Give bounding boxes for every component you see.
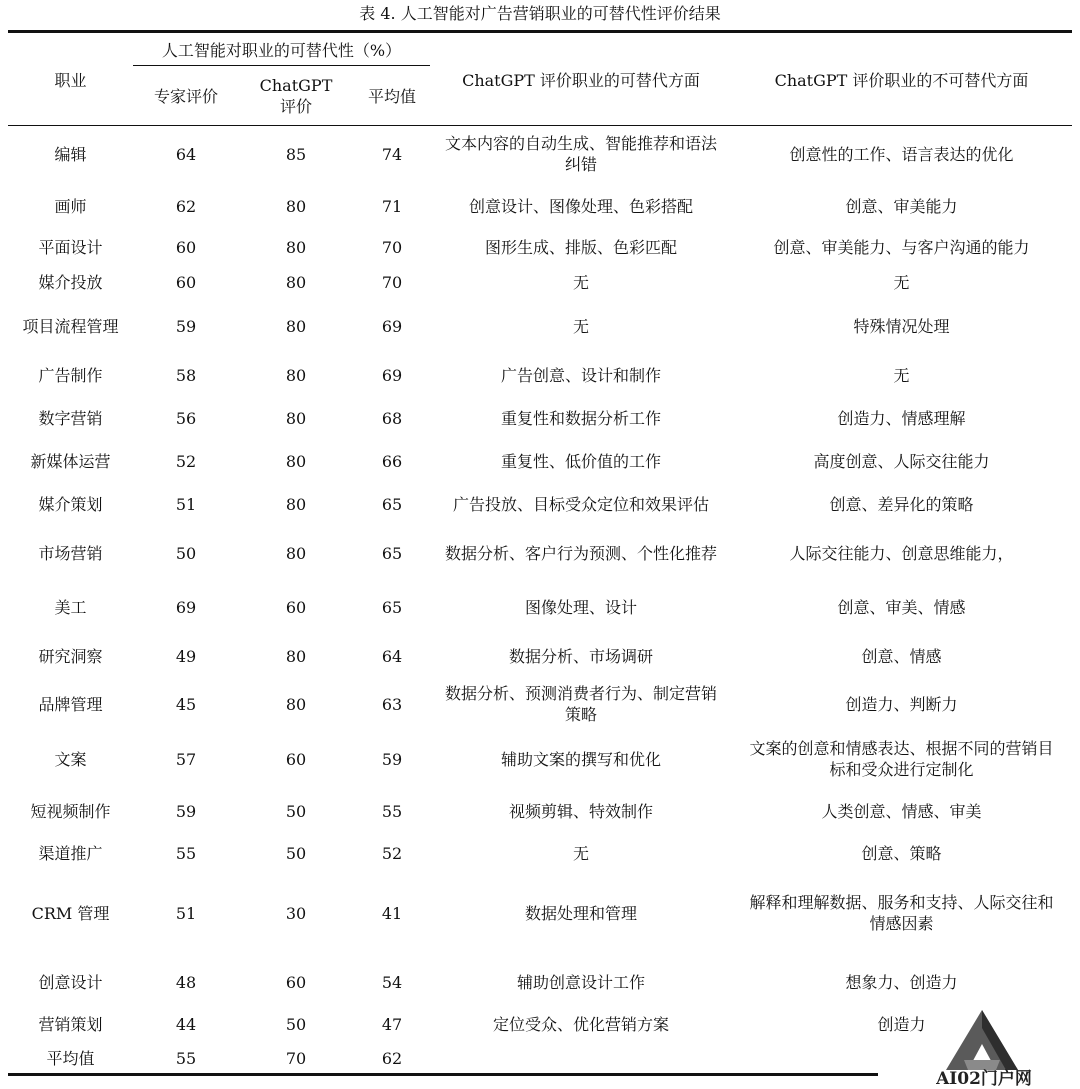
cell-chatgpt: 80 <box>285 451 307 471</box>
cell-average: 65 <box>381 597 403 617</box>
cell-occupation: 美工 <box>54 597 87 617</box>
cell-occupation: 平面设计 <box>38 237 103 257</box>
cell-occupation: 广告制作 <box>38 365 103 385</box>
cell-expert: 51 <box>175 903 197 923</box>
cell-irreplaceable: 创意、策略 <box>861 843 942 863</box>
cell-average: 59 <box>381 749 403 769</box>
cell-expert: 60 <box>175 237 197 257</box>
cell-irreplaceable: 创意、审美能力 <box>845 196 958 216</box>
cell-replaceable <box>431 1044 731 1072</box>
header-irreplaceable: ChatGPT 评价职业的不可替代方面 <box>774 70 1029 90</box>
header-rule <box>8 125 1072 126</box>
cell-irreplaceable: 无 <box>893 365 910 385</box>
table-row <box>8 634 1072 678</box>
cell-irreplaceable: 创意、审美、情感 <box>837 597 966 617</box>
cell-average: 55 <box>381 801 403 821</box>
cell-expert: 52 <box>175 451 197 471</box>
watermark-text: AI02门户网 <box>936 1069 1032 1089</box>
cell-chatgpt: 30 <box>285 903 307 923</box>
cell-occupation: 新媒体运营 <box>30 451 111 471</box>
table-row <box>8 484 1072 524</box>
cell-occupation: 研究洞察 <box>38 646 103 666</box>
cell-average: 64 <box>381 646 403 666</box>
cell-replaceable: 重复性、低价值的工作 <box>500 451 661 471</box>
table-row <box>8 680 1072 728</box>
cell-occupation: 平均值 <box>46 1048 95 1068</box>
cell-average: 52 <box>381 843 403 863</box>
header-group: 人工智能对职业的可替代性（%） <box>161 40 402 60</box>
cell-replaceable: 辅助文案的撰写和优化 <box>500 749 661 769</box>
cell-chatgpt: 80 <box>285 365 307 385</box>
cell-expert: 57 <box>175 749 197 769</box>
table-row <box>8 266 1072 298</box>
cell-occupation: CRM 管理 <box>31 903 110 923</box>
cell-average: 69 <box>381 365 403 385</box>
cell-replaceable: 无 <box>572 316 589 336</box>
table-row <box>8 302 1072 350</box>
cell-average: 70 <box>381 272 403 292</box>
table-row <box>8 442 1072 480</box>
header-occupation: 职业 <box>54 70 87 90</box>
cell-irreplaceable: 人类创意、情感、审美 <box>821 801 982 821</box>
table-row <box>8 736 1072 782</box>
cell-chatgpt: 80 <box>285 494 307 514</box>
cell-occupation: 市场营销 <box>38 543 103 563</box>
cell-expert: 69 <box>175 597 197 617</box>
cell-chatgpt: 80 <box>285 408 307 428</box>
table-row <box>8 398 1072 438</box>
cell-expert: 64 <box>175 144 197 164</box>
table-row <box>8 962 1072 1002</box>
cell-occupation: 品牌管理 <box>38 694 103 714</box>
cell-average: 74 <box>381 144 403 164</box>
table-row <box>8 584 1072 630</box>
cell-replaceable: 广告投放、目标受众定位和效果评估 <box>452 494 709 514</box>
table-row <box>8 834 1072 872</box>
cell-expert: 44 <box>175 1014 197 1034</box>
table-row <box>8 528 1072 578</box>
cell-occupation: 媒介投放 <box>38 272 103 292</box>
cell-expert: 45 <box>175 694 197 714</box>
cell-irreplaceable: 创意性的工作、语言表达的优化 <box>789 144 1014 164</box>
cell-irreplaceable: 文案的创意和情感表达、根据不同的营销目标和受众进行定制化 <box>749 739 1054 779</box>
cell-expert: 60 <box>175 272 197 292</box>
cell-expert: 55 <box>175 843 197 863</box>
cell-replaceable: 视频剪辑、特效制作 <box>508 801 653 821</box>
cell-occupation: 媒介策划 <box>38 494 103 514</box>
cell-average: 54 <box>381 972 403 992</box>
cell-occupation: 短视频制作 <box>30 801 111 821</box>
cell-chatgpt: 70 <box>285 1048 307 1068</box>
cell-average: 69 <box>381 316 403 336</box>
table-row <box>8 880 1072 946</box>
cell-expert: 49 <box>175 646 197 666</box>
cell-replaceable: 创意设计、图像处理、色彩搭配 <box>468 196 693 216</box>
cell-chatgpt: 50 <box>285 1014 307 1034</box>
cell-replaceable: 数据分析、市场调研 <box>508 646 653 666</box>
bottom-rule <box>8 1073 878 1076</box>
cell-chatgpt: 80 <box>285 196 307 216</box>
cell-irreplaceable: 创造力、判断力 <box>845 694 958 714</box>
header-expert: 专家评价 <box>153 86 218 106</box>
top-rule <box>8 30 1072 33</box>
cell-chatgpt: 60 <box>285 749 307 769</box>
cell-average: 68 <box>381 408 403 428</box>
cell-chatgpt: 85 <box>285 144 307 164</box>
cell-replaceable: 定位受众、优化营销方案 <box>492 1014 669 1034</box>
cell-irreplaceable: 想象力、创造力 <box>845 972 958 992</box>
cell-chatgpt: 60 <box>285 972 307 992</box>
cell-expert: 62 <box>175 196 197 216</box>
cell-expert: 59 <box>175 316 197 336</box>
cell-expert: 51 <box>175 494 197 514</box>
cell-irreplaceable: 创意、情感 <box>861 646 942 666</box>
cell-occupation: 渠道推广 <box>38 843 103 863</box>
cell-irreplaceable: 特殊情况处理 <box>853 316 950 336</box>
cell-irreplaceable: 创意、差异化的策略 <box>829 494 974 514</box>
cell-occupation: 文案 <box>54 749 87 769</box>
cell-replaceable: 文本内容的自动生成、智能推荐和语法纠错 <box>444 134 717 174</box>
cell-average: 71 <box>381 196 403 216</box>
cell-expert: 48 <box>175 972 197 992</box>
cell-chatgpt: 50 <box>285 843 307 863</box>
cell-replaceable: 广告创意、设计和制作 <box>500 365 661 385</box>
cell-expert: 56 <box>175 408 197 428</box>
cell-replaceable: 图像处理、设计 <box>524 597 637 617</box>
cell-occupation: 营销策划 <box>38 1014 103 1034</box>
cell-chatgpt: 80 <box>285 694 307 714</box>
cell-irreplaceable: 解释和理解数据、服务和支持、人际交往和情感因素 <box>749 893 1054 933</box>
cell-occupation: 画师 <box>54 196 87 216</box>
cell-replaceable: 数据分析、客户行为预测、个性化推荐 <box>444 543 717 563</box>
cell-irreplaceable: 高度创意、人际交往能力 <box>813 451 990 471</box>
cell-replaceable: 无 <box>572 272 589 292</box>
cell-average: 70 <box>381 237 403 257</box>
table-row <box>8 1044 1072 1072</box>
cell-average: 65 <box>381 494 403 514</box>
cell-occupation: 数字营销 <box>38 408 103 428</box>
table-row <box>8 356 1072 394</box>
table-row <box>8 792 1072 830</box>
cell-average: 47 <box>381 1014 403 1034</box>
cell-irreplaceable: 人际交往能力、创意思维能力， <box>789 543 1014 563</box>
header-subrule <box>133 65 430 66</box>
cell-irreplaceable: 创造力、情感理解 <box>837 408 966 428</box>
cell-chatgpt: 50 <box>285 801 307 821</box>
cell-chatgpt: 60 <box>285 597 307 617</box>
cell-replaceable: 重复性和数据分析工作 <box>500 408 661 428</box>
cell-chatgpt: 80 <box>285 646 307 666</box>
cell-average: 65 <box>381 543 403 563</box>
header-chatgpt: ChatGPT 评价 <box>259 76 333 116</box>
cell-replaceable: 数据分析、预测消费者行为、制定营销策略 <box>444 684 717 724</box>
cell-chatgpt: 80 <box>285 316 307 336</box>
cell-average: 62 <box>381 1048 403 1068</box>
table-row <box>8 186 1072 226</box>
cell-expert: 59 <box>175 801 197 821</box>
cell-chatgpt: 80 <box>285 237 307 257</box>
cell-replaceable: 辅助创意设计工作 <box>516 972 645 992</box>
cell-occupation: 创意设计 <box>38 972 103 992</box>
cell-chatgpt: 80 <box>285 272 307 292</box>
cell-replaceable: 数据处理和管理 <box>524 903 637 923</box>
cell-expert: 50 <box>175 543 197 563</box>
cell-expert: 55 <box>175 1048 197 1068</box>
cell-chatgpt: 80 <box>285 543 307 563</box>
cell-irreplaceable: 创意、审美能力、与客户沟通的能力 <box>773 237 1030 257</box>
cell-irreplaceable: 创造力 <box>877 1014 926 1034</box>
table-caption: 表 4. 人工智能对广告营销职业的可替代性评价结果 <box>359 4 721 23</box>
table-row <box>8 230 1072 264</box>
cell-average: 63 <box>381 694 403 714</box>
cell-expert: 58 <box>175 365 197 385</box>
cell-occupation: 编辑 <box>54 144 87 164</box>
header-average: 平均值 <box>367 86 416 106</box>
table-row <box>8 128 1072 180</box>
cell-average: 41 <box>381 903 403 923</box>
cell-replaceable: 无 <box>572 843 589 863</box>
table-row <box>8 1006 1072 1042</box>
cell-occupation: 项目流程管理 <box>22 316 119 336</box>
cell-replaceable: 图形生成、排版、色彩匹配 <box>484 237 677 257</box>
header-replaceable: ChatGPT 评价职业的可替代方面 <box>462 70 700 90</box>
cell-average: 66 <box>381 451 403 471</box>
cell-irreplaceable: 无 <box>893 272 910 292</box>
